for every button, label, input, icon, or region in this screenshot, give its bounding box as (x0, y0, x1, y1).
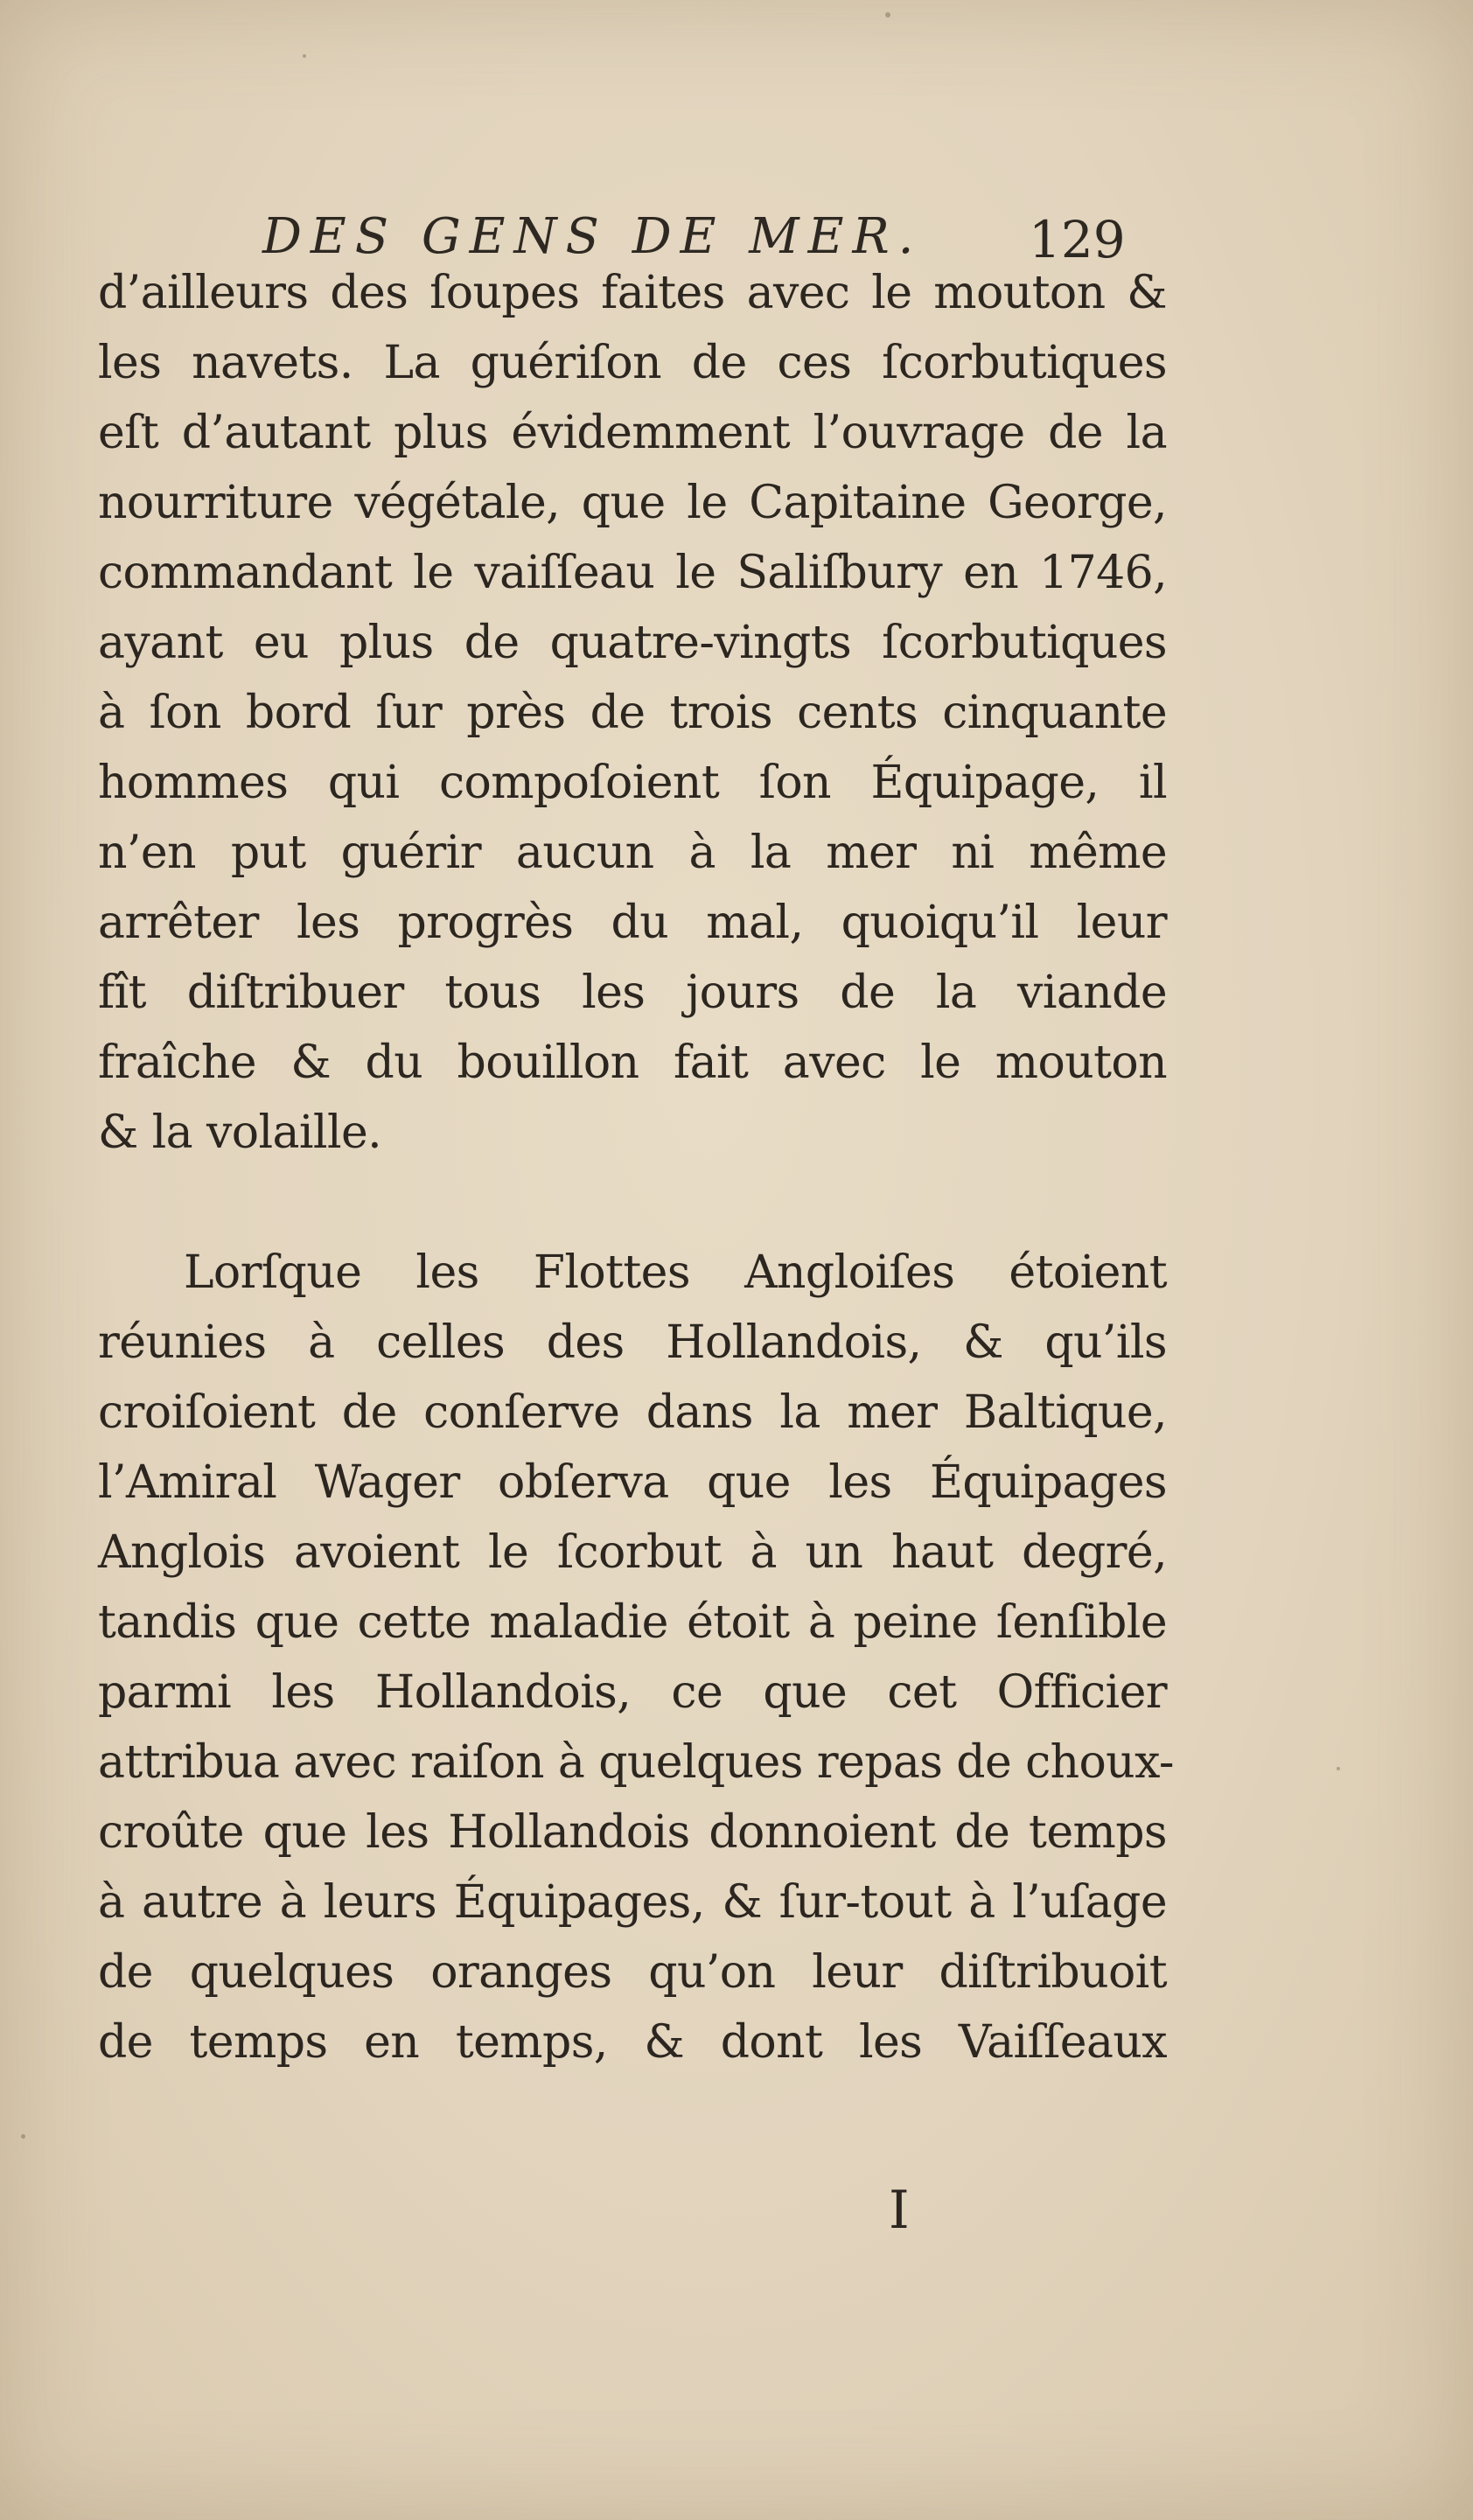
text-line: arrêter les progrès du mal, quoiqu’il leur (98, 897, 1167, 949)
text-line: réunies à celles des Hollandois, & qu’ils (98, 1316, 1167, 1369)
text-line: commandant le vaiſſeau le Saliſbury en 1746, (98, 547, 1167, 599)
text-line: parmi les Hollandois, ce que cet Officier (98, 1666, 1167, 1719)
text-line: ayant eu plus de quatre-vingts ſcorbutiques (98, 617, 1167, 669)
paper-speck (1337, 1767, 1340, 1770)
text-line: fraîche & du bouillon fait avec le mouton (98, 1037, 1167, 1089)
paper-speck (21, 2134, 25, 2139)
text-line: nourriture végétale, que le Capitaine George, (98, 477, 1167, 529)
paragraph-end-line: & la volaille. (98, 1106, 382, 1159)
text-line: de temps en temps, & dont les Vaiſſeaux (98, 2016, 1167, 2069)
text-line: l’Amiral Wager obſerva que les Équipages (98, 1456, 1167, 1509)
text-line: croiſoient de conſerve dans la mer Baltique, (98, 1386, 1167, 1439)
paragraph-start-line: Lorſque les Flottes Angloiſes étoient (184, 1246, 1167, 1299)
page-number: 129 (1029, 210, 1126, 269)
paper-speck (303, 54, 306, 58)
text-line: croûte que les Hollandois donnoient de temps (98, 1806, 1167, 1859)
text-line: tandis que cette maladie étoit à peine ſenſible (98, 1596, 1167, 1649)
text-line: fît diſtribuer tous les jours de la viande (98, 967, 1167, 1019)
text-line: à ſon bord ſur près de trois cents cinquante (98, 687, 1167, 739)
signature-mark: I (889, 2180, 910, 2241)
running-head: DES GENS DE MER. (262, 208, 923, 265)
text-line: eſt d’autant plus évidemment l’ouvrage de la (98, 407, 1167, 459)
text-line: de quelques oranges qu’on leur diſtribuoit (98, 1946, 1167, 1999)
text-line: n’en put guérir aucun à la mer ni même (98, 827, 1167, 879)
text-line: les navets. La guériſon de ces ſcorbutiques (98, 337, 1167, 389)
text-line: d’ailleurs des ſoupes faites avec le mouton & (98, 267, 1167, 319)
text-line: attribua avec raiſon à quelques repas de choux- (98, 1736, 1174, 1789)
text-line: à autre à leurs Équipages, & ſur-tout à l’uſage (98, 1876, 1167, 1929)
text-line: Anglois avoient le ſcorbut à un haut degré, (98, 1526, 1167, 1579)
text-line: hommes qui compoſoient ſon Équipage, il (98, 757, 1167, 809)
paper-speck (885, 12, 890, 17)
